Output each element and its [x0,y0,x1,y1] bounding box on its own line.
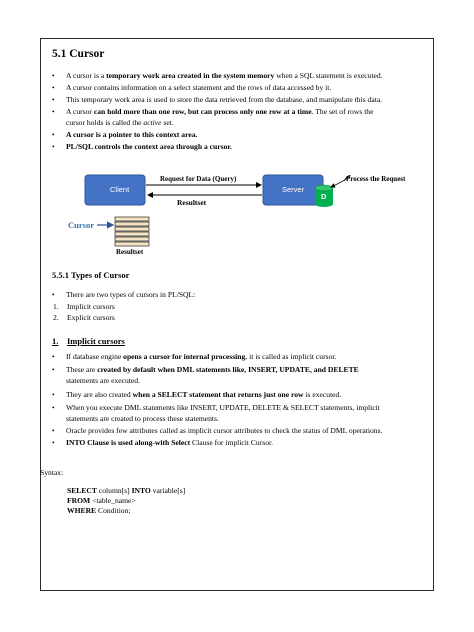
resultset-arrow-label: Resultset [177,198,207,207]
implicit-heading: Implicit cursors [67,336,125,346]
code-line: FROM <table_name> [67,496,136,505]
code-line: WHERE Condition; [67,506,131,515]
list-item: Implicit cursors [67,302,115,311]
syntax-label: Syntax: [40,468,64,477]
list-number: 1. [53,302,59,311]
client-label: Client [110,185,130,194]
request-label: Request for Data (Query) [160,175,237,183]
code-line: SELECT column[s] INTO variable[s] [67,486,186,495]
resultset-stack [115,217,149,246]
process-label: Process the Request [346,175,406,183]
list-item: Explicit cursors [67,313,115,322]
cursor-label: Cursor [68,220,94,230]
section-title: 5.1 Cursor [52,48,105,60]
list-number: 2. [53,313,59,322]
implicit-number: 1. [52,336,59,346]
stack-label: Resultset [116,248,144,256]
types-heading: 5.5.1 Types of Cursor [52,270,130,280]
db-label: D [321,192,327,201]
server-label: Server [282,185,305,194]
